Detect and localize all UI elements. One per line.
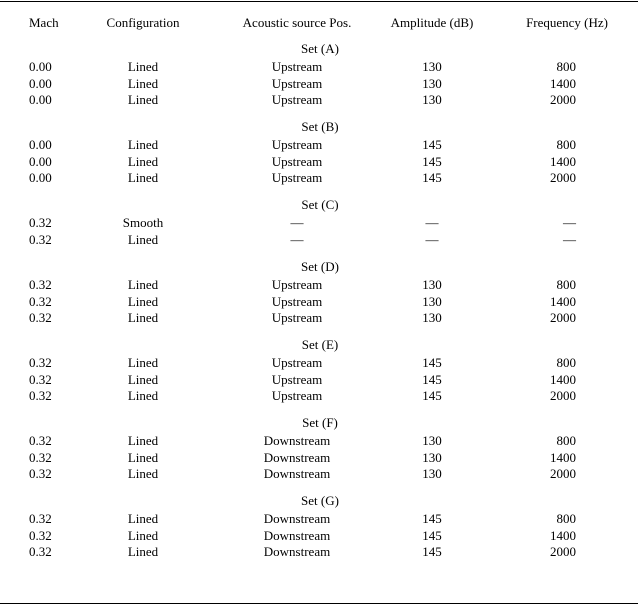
mach-cell: 0.32 bbox=[29, 215, 52, 230]
acoustic-source-cell: Upstream bbox=[271, 293, 323, 309]
frequency-cell: 1400 bbox=[550, 371, 576, 387]
mach-cell: 0.32 bbox=[29, 433, 52, 448]
amplitude-cell: 145 bbox=[422, 511, 442, 526]
configuration-cell: Lined bbox=[127, 293, 159, 309]
configuration-cell: Lined bbox=[127, 153, 159, 169]
mach-cell: 0.32 bbox=[29, 527, 52, 543]
frequency-cell: — bbox=[563, 231, 576, 247]
acoustic-source-cell: Upstream bbox=[271, 310, 323, 326]
acoustic-source-cell: Downstream bbox=[263, 466, 331, 482]
mach-cell: 0.32 bbox=[29, 293, 52, 309]
acoustic-source-cell: Downstream bbox=[263, 511, 331, 526]
header-mach: Mach bbox=[29, 15, 59, 30]
configuration-cell: Lined bbox=[127, 137, 159, 152]
configuration-cell: Lined bbox=[127, 544, 159, 560]
acoustic-source-cell: Downstream bbox=[263, 544, 331, 560]
amplitude-cell: 130 bbox=[422, 92, 442, 108]
frequency-cell: 2000 bbox=[550, 388, 576, 404]
mach-cell: 0.32 bbox=[29, 355, 52, 370]
set-title: Set (F) bbox=[302, 415, 338, 430]
amplitude-cell: 145 bbox=[422, 137, 442, 152]
amplitude-cell: 145 bbox=[422, 355, 442, 370]
configuration-cell: Lined bbox=[127, 75, 159, 91]
acoustic-source-cell: Upstream bbox=[271, 92, 323, 108]
set-title: Set (E) bbox=[301, 337, 339, 352]
configuration-cell: Lined bbox=[127, 310, 159, 326]
acoustic-source-cell: Upstream bbox=[271, 170, 323, 186]
configuration-cell: Lined bbox=[127, 449, 159, 465]
amplitude-cell: 130 bbox=[422, 59, 442, 74]
frequency-cell: 800 bbox=[556, 137, 576, 152]
set-title: Set (G) bbox=[301, 493, 339, 508]
configuration-cell: Lined bbox=[127, 170, 159, 186]
table-bottom-rule bbox=[0, 603, 638, 604]
mach-cell: 0.32 bbox=[29, 371, 52, 387]
configuration-cell: Lined bbox=[127, 388, 159, 404]
mach-cell: 0.32 bbox=[29, 277, 52, 292]
amplitude-cell: 145 bbox=[422, 388, 442, 404]
frequency-cell: 1400 bbox=[550, 293, 576, 309]
acoustic-source-cell: Upstream bbox=[271, 388, 323, 404]
frequency-cell: — bbox=[563, 215, 576, 230]
mach-cell: 0.00 bbox=[29, 170, 52, 186]
frequency-cell: 2000 bbox=[550, 310, 576, 326]
mach-cell: 0.32 bbox=[29, 449, 52, 465]
amplitude-cell: 145 bbox=[422, 153, 442, 169]
amplitude-cell: 130 bbox=[422, 449, 442, 465]
mach-cell: 0.00 bbox=[29, 75, 52, 91]
mach-cell: 0.32 bbox=[29, 511, 52, 526]
mach-cell: 0.32 bbox=[29, 310, 52, 326]
mach-cell: 0.00 bbox=[29, 137, 52, 152]
frequency-cell: 2000 bbox=[550, 92, 576, 108]
acoustic-source-cell: Upstream bbox=[271, 75, 323, 91]
frequency-cell: 800 bbox=[556, 355, 576, 370]
amplitude-cell: 130 bbox=[422, 433, 442, 448]
amplitude-cell: 130 bbox=[422, 466, 442, 482]
mach-cell: 0.32 bbox=[29, 388, 52, 404]
set-title: Set (C) bbox=[301, 197, 339, 212]
frequency-cell: 1400 bbox=[550, 449, 576, 465]
configuration-cell: Lined bbox=[127, 92, 159, 108]
configuration-cell: Lined bbox=[127, 59, 159, 74]
acoustic-source-cell: Upstream bbox=[271, 59, 323, 74]
mach-cell: 0.00 bbox=[29, 92, 52, 108]
frequency-cell: 2000 bbox=[550, 544, 576, 560]
mach-cell: 0.32 bbox=[29, 466, 52, 482]
frequency-cell: 2000 bbox=[550, 170, 576, 186]
configuration-cell: Lined bbox=[127, 511, 159, 526]
set-title: Set (B) bbox=[301, 119, 339, 134]
configuration-cell: Lined bbox=[127, 277, 159, 292]
set-title: Set (D) bbox=[301, 259, 339, 274]
frequency-cell: 1400 bbox=[550, 153, 576, 169]
configuration-cell: Lined bbox=[127, 231, 159, 247]
mach-cell: 0.32 bbox=[29, 544, 52, 560]
frequency-cell: 800 bbox=[556, 433, 576, 448]
acoustic-source-cell: — bbox=[290, 215, 304, 230]
acoustic-source-cell: Upstream bbox=[271, 277, 323, 292]
configuration-cell: Lined bbox=[127, 371, 159, 387]
amplitude-cell: 130 bbox=[422, 277, 442, 292]
mach-cell: 0.00 bbox=[29, 153, 52, 169]
acoustic-source-cell: Downstream bbox=[263, 449, 331, 465]
frequency-cell: 2000 bbox=[550, 466, 576, 482]
amplitude-cell: — bbox=[425, 215, 439, 230]
header-amplitude: Amplitude (dB) bbox=[390, 15, 474, 30]
amplitude-cell: 145 bbox=[422, 544, 442, 560]
configuration-cell: Lined bbox=[127, 527, 159, 543]
configuration-cell: Lined bbox=[127, 466, 159, 482]
table-top-rule bbox=[0, 1, 638, 2]
header-configuration: Configuration bbox=[106, 15, 180, 30]
frequency-cell: 800 bbox=[556, 277, 576, 292]
mach-cell: 0.32 bbox=[29, 231, 52, 247]
frequency-cell: 1400 bbox=[550, 527, 576, 543]
frequency-cell: 800 bbox=[556, 59, 576, 74]
header-frequency: Frequency (Hz) bbox=[526, 15, 608, 30]
acoustic-source-cell: Downstream bbox=[263, 433, 331, 448]
acoustic-source-cell: Upstream bbox=[271, 371, 323, 387]
acoustic-source-cell: Upstream bbox=[271, 355, 323, 370]
amplitude-cell: 130 bbox=[422, 75, 442, 91]
frequency-cell: 800 bbox=[556, 511, 576, 526]
configuration-cell: Lined bbox=[127, 355, 159, 370]
frequency-cell: 1400 bbox=[550, 75, 576, 91]
acoustic-source-cell: — bbox=[290, 231, 304, 247]
amplitude-cell: — bbox=[425, 231, 439, 247]
amplitude-cell: 145 bbox=[422, 371, 442, 387]
acoustic-source-cell: Upstream bbox=[271, 137, 323, 152]
acoustic-source-cell: Downstream bbox=[263, 527, 331, 543]
header-acoustic-source: Acoustic source Pos. bbox=[242, 15, 352, 30]
set-title: Set (A) bbox=[301, 41, 339, 56]
configuration-cell: Lined bbox=[127, 433, 159, 448]
amplitude-cell: 130 bbox=[422, 293, 442, 309]
amplitude-cell: 130 bbox=[422, 310, 442, 326]
amplitude-cell: 145 bbox=[422, 527, 442, 543]
configuration-cell: Smooth bbox=[122, 215, 164, 230]
acoustic-source-cell: Upstream bbox=[271, 153, 323, 169]
amplitude-cell: 145 bbox=[422, 170, 442, 186]
mach-cell: 0.00 bbox=[29, 59, 52, 74]
